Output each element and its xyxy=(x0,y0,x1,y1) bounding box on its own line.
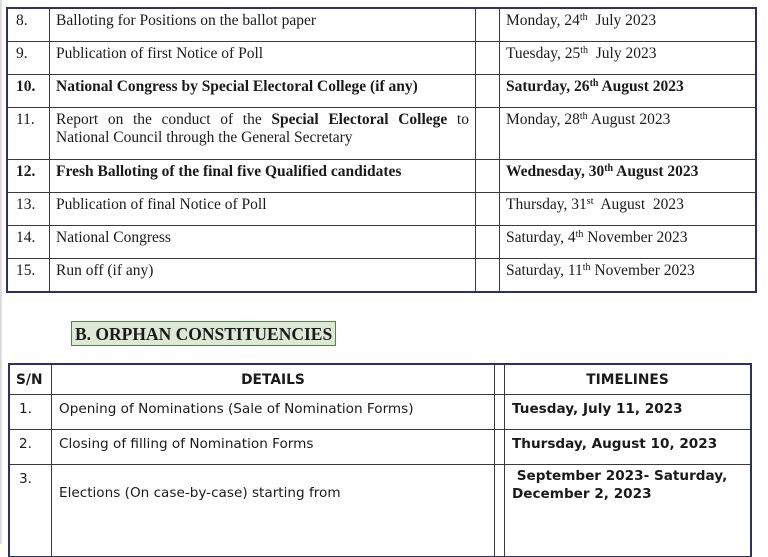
table-row xyxy=(8,75,756,108)
table-row xyxy=(10,430,751,465)
row-details: Elections (On case-by-case) starting from xyxy=(52,465,495,557)
table-row xyxy=(8,42,756,75)
spacer-cell xyxy=(476,75,500,108)
spacer-cell xyxy=(476,9,500,42)
spacer-cell xyxy=(476,226,500,259)
row-number: 14. xyxy=(8,226,50,259)
table-row xyxy=(8,9,756,42)
orphan-constituencies-table xyxy=(9,364,751,557)
spacer-cell xyxy=(476,193,500,226)
bold-text: Special Electoral College xyxy=(271,111,448,128)
section-heading: B. ORPHAN CONSTITUENCIES xyxy=(71,321,336,346)
row-number: 8. xyxy=(8,9,50,42)
header-timelines: TIMELINES xyxy=(505,365,751,395)
header-sn: S/N xyxy=(10,365,52,395)
table-row xyxy=(10,395,751,430)
row-date: Saturday, 26th August 2023 xyxy=(500,75,756,108)
timeline-line-2: December 2, 2023 xyxy=(512,486,652,502)
row-details: National Congress xyxy=(50,226,476,259)
table-row xyxy=(8,108,756,160)
spacer-cell xyxy=(476,42,500,75)
table-row xyxy=(8,259,756,292)
row-details: Run off (if any) xyxy=(50,259,476,292)
row-date: Saturday, 4th November 2023 xyxy=(500,226,756,259)
row-number: 1. xyxy=(10,395,52,430)
row-number: 15. xyxy=(8,259,50,292)
row-details: Opening of Nominations (Sale of Nomination Forms) xyxy=(52,395,495,430)
row-details: Balloting for Positions on the ballot paper xyxy=(50,9,476,42)
row-number: 3. xyxy=(10,465,52,557)
row-details: Publication of first Notice of Poll xyxy=(50,42,476,75)
spacer-cell xyxy=(495,430,505,465)
row-date: Monday, 28th August 2023 xyxy=(500,108,756,160)
table-row xyxy=(8,193,756,226)
table-row xyxy=(8,226,756,259)
table-row xyxy=(10,465,751,557)
spacer-cell xyxy=(495,395,505,430)
spacer-cell xyxy=(495,465,505,557)
spacer-cell xyxy=(476,259,500,292)
row-number: 13. xyxy=(8,193,50,226)
timeline-line-1: September 2023- Saturday, xyxy=(512,468,728,484)
row-number: 10. xyxy=(8,75,50,108)
row-number: 9. xyxy=(8,42,50,75)
row-details: National Congress by Special Electoral College (if any) xyxy=(50,75,476,108)
row-details: Closing of filling of Nomination Forms xyxy=(52,430,495,465)
row-number: 2. xyxy=(10,430,52,465)
row-date: Monday, 24th July 2023 xyxy=(500,9,756,42)
row-timeline: Tuesday, July 11, 2023 xyxy=(505,395,751,430)
row-date: Tuesday, 25th July 2023 xyxy=(500,42,756,75)
row-date: Thursday, 31st August 2023 xyxy=(500,193,756,226)
row-details: Publication of final Notice of Poll xyxy=(50,193,476,226)
election-timetable-a xyxy=(7,8,756,292)
table-header-row xyxy=(10,365,751,395)
table-row xyxy=(8,160,756,193)
row-details: Report on the conduct of the Special Electoral College to National Council through the General Secretary xyxy=(50,108,476,160)
row-date: Saturday, 11th November 2023 xyxy=(500,259,756,292)
header-details: DETAILS xyxy=(52,365,495,395)
row-number: 12. xyxy=(8,160,50,193)
spacer-cell xyxy=(476,108,500,160)
row-date: Wednesday, 30th August 2023 xyxy=(500,160,756,193)
row-number: 11. xyxy=(8,108,50,160)
row-timeline xyxy=(505,465,751,557)
spacer-cell xyxy=(476,160,500,193)
spacer-cell xyxy=(495,365,505,395)
row-details: Fresh Balloting of the final five Qualified candidates xyxy=(50,160,476,193)
row-timeline: Thursday, August 10, 2023 xyxy=(505,430,751,465)
scan-edge xyxy=(0,0,3,544)
